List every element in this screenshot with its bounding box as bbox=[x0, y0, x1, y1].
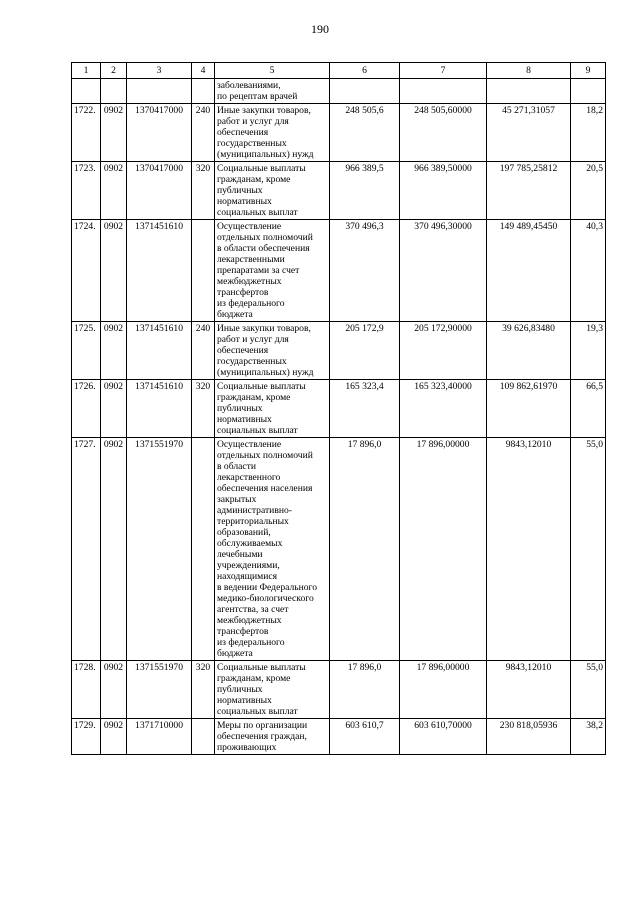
page-number: 190 bbox=[311, 22, 329, 36]
table-cell-c7: 370 496,30000 bbox=[400, 220, 487, 322]
table-cell-c7: 205 172,90000 bbox=[400, 322, 487, 380]
table-cell-c5: Социальные выплаты гражданам, кроме публичных нормативных социальных выплат bbox=[215, 162, 330, 220]
table-cell-c3: 1371451610 bbox=[127, 380, 192, 438]
header-cell: 4 bbox=[192, 63, 215, 79]
header-cell: 8 bbox=[487, 63, 571, 79]
table-cell-c9: 40,3 bbox=[571, 220, 606, 322]
table-cell-c2 bbox=[101, 79, 127, 104]
table-cell-c8: 109 862,61970 bbox=[487, 380, 571, 438]
table-cell-c9: 20,5 bbox=[571, 162, 606, 220]
budget-table bbox=[71, 62, 606, 755]
table-cell-c1: 1725. bbox=[72, 322, 101, 380]
table-row bbox=[72, 104, 606, 162]
table-cell-c2: 0902 bbox=[101, 220, 127, 322]
table-cell-c7: 966 389,50000 bbox=[400, 162, 487, 220]
table-cell-c5: Осуществление отдельных полномочий в области лекарственного обеспечения населения закрытых административно- территориальных образований, обслуживаемых лечебными учреждениями, находящимися в ведении Федерального медико-биологического агентства, за счет межбюджетных трансфертов из федерального бюджета bbox=[215, 438, 330, 661]
table-cell-c1 bbox=[72, 79, 101, 104]
table-cell-c9: 55,0 bbox=[571, 661, 606, 719]
table-cell-c5: Социальные выплаты гражданам, кроме публичных нормативных социальных выплат bbox=[215, 661, 330, 719]
table-cell-c7: 165 323,40000 bbox=[400, 380, 487, 438]
table-cell-c3: 1370417000 bbox=[127, 104, 192, 162]
table-cell-c2: 0902 bbox=[101, 162, 127, 220]
header-cell: 2 bbox=[101, 63, 127, 79]
table-cell-c3: 1370417000 bbox=[127, 162, 192, 220]
table-cell-c2: 0902 bbox=[101, 719, 127, 755]
table-cell-c1: 1724. bbox=[72, 220, 101, 322]
table-cell-c7: 248 505,60000 bbox=[400, 104, 487, 162]
table-cell-c4 bbox=[192, 220, 215, 322]
header-cell: 5 bbox=[215, 63, 330, 79]
table-cell-c9: 66,5 bbox=[571, 380, 606, 438]
table-cell-c9: 55,0 bbox=[571, 438, 606, 661]
table-cell-c7: 17 896,00000 bbox=[400, 661, 487, 719]
table-cell-c8: 230 818,05936 bbox=[487, 719, 571, 755]
table-cell-c4 bbox=[192, 719, 215, 755]
table-cell-c1: 1722. bbox=[72, 104, 101, 162]
table-cell-c6: 370 496,3 bbox=[330, 220, 400, 322]
table-cell-c8: 149 489,45450 bbox=[487, 220, 571, 322]
table-cell-c6: 165 323,4 bbox=[330, 380, 400, 438]
table-cell-c7: 603 610,70000 bbox=[400, 719, 487, 755]
table-cell-c2: 0902 bbox=[101, 322, 127, 380]
table-cell-c5: заболеваниями, по рецептам врачей bbox=[215, 79, 330, 104]
table-cell-c4 bbox=[192, 79, 215, 104]
table-cell-c8: 9843,12010 bbox=[487, 661, 571, 719]
table-row bbox=[72, 438, 606, 661]
table-cell-c7 bbox=[400, 79, 487, 104]
header-cell: 6 bbox=[330, 63, 400, 79]
table-cell-c2: 0902 bbox=[101, 661, 127, 719]
table-cell-c8: 39 626,83480 bbox=[487, 322, 571, 380]
table-cell-c4: 240 bbox=[192, 322, 215, 380]
table-cell-c3: 1371551970 bbox=[127, 661, 192, 719]
table-cell-c6 bbox=[330, 79, 400, 104]
header-row bbox=[72, 63, 606, 79]
table-cell-c6: 17 896,0 bbox=[330, 438, 400, 661]
table-row bbox=[72, 661, 606, 719]
table-cell-c5: Иные закупки товаров, работ и услуг для обеспечения государственных (муниципальных) нужд bbox=[215, 322, 330, 380]
table-cell-c8: 9843,12010 bbox=[487, 438, 571, 661]
table-cell-c2: 0902 bbox=[101, 380, 127, 438]
table-cell-c9 bbox=[571, 79, 606, 104]
table-cell-c9: 18,2 bbox=[571, 104, 606, 162]
table-cell-c5: Осуществление отдельных полномочий в области обеспечения лекарственными препаратами за счет межбюджетных трансфертов из федерального бюджета bbox=[215, 220, 330, 322]
table-cell-c5: Иные закупки товаров, работ и услуг для обеспечения государственных (муниципальных) нужд bbox=[215, 104, 330, 162]
table-cell-c3 bbox=[127, 79, 192, 104]
header-cell: 3 bbox=[127, 63, 192, 79]
table-row bbox=[72, 380, 606, 438]
table-cell-c1: 1726. bbox=[72, 380, 101, 438]
table-cell-c8 bbox=[487, 79, 571, 104]
table-cell-c8: 197 785,25812 bbox=[487, 162, 571, 220]
table-row bbox=[72, 220, 606, 322]
table-cell-c4: 320 bbox=[192, 380, 215, 438]
header-cell: 9 bbox=[571, 63, 606, 79]
table-cell-c6: 603 610,7 bbox=[330, 719, 400, 755]
table-cell-c8: 45 271,31057 bbox=[487, 104, 571, 162]
table-cell-c6: 966 389,5 bbox=[330, 162, 400, 220]
table-cell-c1: 1729. bbox=[72, 719, 101, 755]
table-cell-c7: 17 896,00000 bbox=[400, 438, 487, 661]
table-cell-c2: 0902 bbox=[101, 438, 127, 661]
table-cell-c6: 205 172,9 bbox=[330, 322, 400, 380]
table-cell-c3: 1371710000 bbox=[127, 719, 192, 755]
table-row bbox=[72, 719, 606, 755]
table-row bbox=[72, 79, 606, 104]
table-cell-c3: 1371551970 bbox=[127, 438, 192, 661]
table-cell-c3: 1371451610 bbox=[127, 322, 192, 380]
table-cell-c4 bbox=[192, 438, 215, 661]
table-row bbox=[72, 162, 606, 220]
table-cell-c4: 240 bbox=[192, 104, 215, 162]
table-cell-c1: 1728. bbox=[72, 661, 101, 719]
table-cell-c4: 320 bbox=[192, 661, 215, 719]
table-cell-c4: 320 bbox=[192, 162, 215, 220]
table-cell-c5: Меры по организации обеспечения граждан, проживающих bbox=[215, 719, 330, 755]
table-cell-c1: 1727. bbox=[72, 438, 101, 661]
table-cell-c6: 17 896,0 bbox=[330, 661, 400, 719]
table-cell-c3: 1371451610 bbox=[127, 220, 192, 322]
table-cell-c2: 0902 bbox=[101, 104, 127, 162]
table-cell-c1: 1723. bbox=[72, 162, 101, 220]
table-cell-c9: 38,2 bbox=[571, 719, 606, 755]
table-cell-c5: Социальные выплаты гражданам, кроме публичных нормативных социальных выплат bbox=[215, 380, 330, 438]
table-cell-c6: 248 505,6 bbox=[330, 104, 400, 162]
table-cell-c9: 19,3 bbox=[571, 322, 606, 380]
header-cell: 1 bbox=[72, 63, 101, 79]
table-row bbox=[72, 322, 606, 380]
header-cell: 7 bbox=[400, 63, 487, 79]
